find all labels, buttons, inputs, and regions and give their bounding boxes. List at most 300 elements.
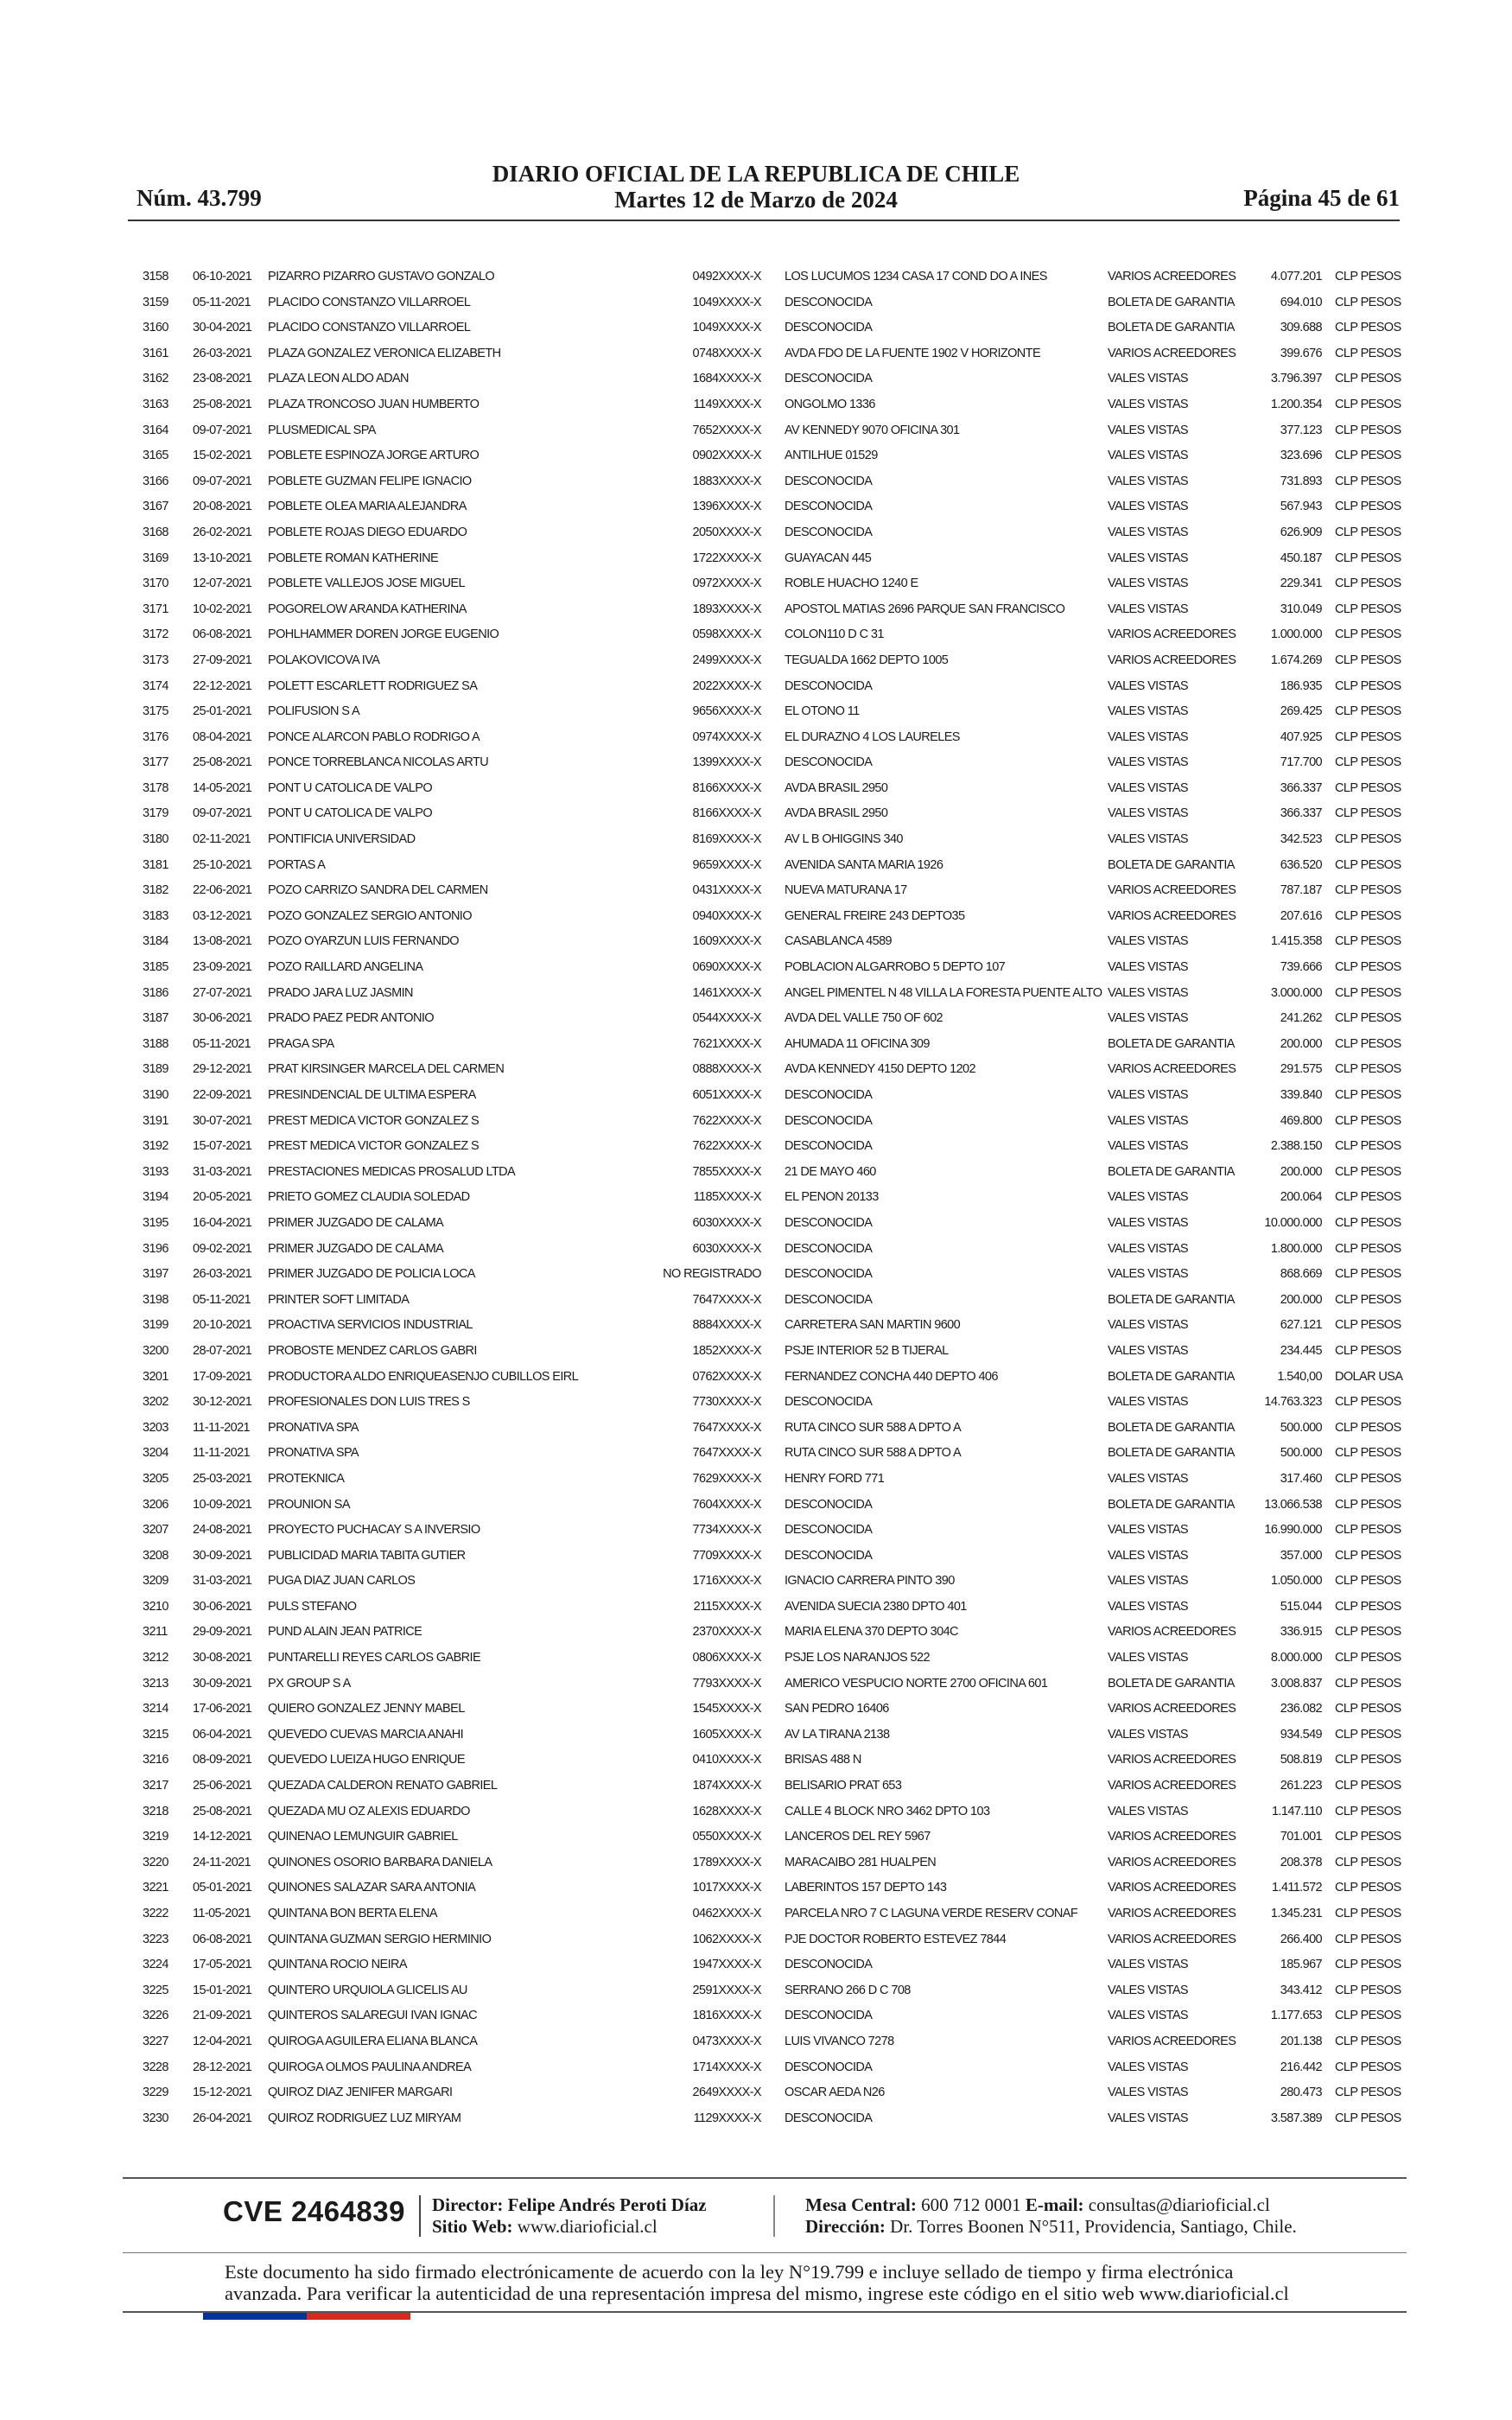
record-amount: 1.050.000	[1270, 1574, 1322, 1589]
record-date: 20-05-2021	[193, 1190, 252, 1205]
record-rut: 7622XXXX-X	[692, 1139, 761, 1154]
table-row	[0, 955, 1512, 981]
record-type: VALES VISTAS	[1108, 1958, 1188, 1972]
record-date: 26-03-2021	[193, 346, 252, 360]
record-rut: 0462XXXX-X	[692, 1907, 761, 1920]
record-address: DESCONOCIDA	[785, 525, 873, 539]
record-address: POBLACION ALGARROBO 5 DEPTO 107	[785, 960, 1006, 975]
record-name: POBLETE OLEA MARIA ALEJANDRA	[268, 500, 467, 514]
table-row	[0, 1083, 1512, 1109]
table-row	[0, 1825, 1512, 1850]
record-date: 22-06-2021	[193, 883, 252, 898]
record-number: 3175	[143, 704, 168, 719]
record-currency: CLP PESOS	[1335, 270, 1401, 283]
table-row	[0, 443, 1512, 469]
record-date: 30-04-2021	[193, 321, 252, 335]
record-name: PONT U CATOLICA DE VALPO	[268, 780, 433, 795]
record-currency: CLP PESOS	[1335, 321, 1401, 335]
record-currency: CLP PESOS	[1335, 423, 1401, 437]
contact-line	[805, 2194, 1297, 2216]
record-currency: CLP PESOS	[1335, 806, 1401, 821]
record-rut: 1628XXXX-X	[692, 1804, 761, 1818]
table-row	[0, 2029, 1512, 2055]
record-date: 31-03-2021	[193, 1574, 252, 1589]
record-rut: 7622XXXX-X	[692, 1113, 761, 1128]
record-name: PLAZA GONZALEZ VERONICA ELIZABETH	[268, 346, 501, 360]
record-currency: CLP PESOS	[1335, 1548, 1401, 1563]
record-type: BOLETA DE GARANTIA	[1108, 1369, 1235, 1384]
table-row	[0, 1595, 1512, 1621]
record-currency: CLP PESOS	[1335, 627, 1401, 642]
record-amount: 357.000	[1280, 1548, 1322, 1563]
email-link[interactable]: consultas@diarioficial.cl	[1088, 2194, 1270, 2215]
record-currency: CLP PESOS	[1335, 2034, 1401, 2048]
record-address: AVENIDA SANTA MARIA 1926	[785, 857, 943, 872]
record-currency: CLP PESOS	[1335, 602, 1401, 616]
record-address: AVDA BRASIL 2950	[785, 806, 888, 821]
record-currency: CLP PESOS	[1335, 1599, 1401, 1614]
record-rut: 2591XXXX-X	[692, 1983, 761, 1997]
record-number: 3176	[143, 729, 168, 744]
record-number: 3199	[143, 1318, 168, 1333]
record-number: 3177	[143, 755, 168, 770]
record-type: VALES VISTAS	[1108, 2111, 1188, 2125]
record-date: 12-04-2021	[193, 2034, 252, 2048]
record-name: QUINTEROS SALAREGUI IVAN IGNAC	[268, 2009, 477, 2023]
record-address: AVDA DEL VALLE 750 OF 602	[785, 1011, 943, 1026]
record-type: VARIOS ACREEDORES	[1108, 1625, 1236, 1640]
email-label: E-mail:	[1025, 2194, 1084, 2215]
record-currency: CLP PESOS	[1335, 1215, 1401, 1230]
table-row	[0, 1032, 1512, 1058]
record-type: VALES VISTAS	[1108, 1651, 1188, 1665]
record-currency: CLP PESOS	[1335, 1523, 1401, 1538]
record-currency: CLP PESOS	[1335, 1907, 1401, 1920]
record-number: 3207	[143, 1523, 168, 1538]
record-date: 17-06-2021	[193, 1702, 252, 1716]
record-number: 3208	[143, 1548, 168, 1563]
table-row	[0, 750, 1512, 776]
record-address: AMERICO VESPUCIO NORTE 2700 OFICINA 601	[785, 1676, 1048, 1691]
table-row	[0, 1185, 1512, 1211]
website-link[interactable]: www.diarioficial.cl	[517, 2216, 658, 2237]
record-date: 05-01-2021	[193, 1881, 252, 1895]
record-type: VARIOS ACREEDORES	[1108, 1881, 1236, 1895]
record-address: DESCONOCIDA	[785, 1292, 873, 1307]
record-number: 3201	[143, 1369, 168, 1384]
record-number: 3224	[143, 1958, 168, 1972]
record-address: DESCONOCIDA	[785, 1395, 873, 1410]
record-amount: 717.700	[1280, 755, 1322, 770]
record-number: 3214	[143, 1702, 168, 1716]
records-table	[0, 264, 1512, 2131]
record-currency: CLP PESOS	[1335, 295, 1401, 309]
record-rut: 1716XXXX-X	[692, 1574, 761, 1589]
record-rut: 1062XXXX-X	[692, 1932, 761, 1946]
record-rut: 7709XXXX-X	[692, 1548, 761, 1563]
record-number: 3216	[143, 1753, 168, 1767]
record-address: TEGUALDA 1662 DEPTO 1005	[785, 653, 949, 667]
record-rut: 7855XXXX-X	[692, 1164, 761, 1179]
record-date: 06-08-2021	[193, 627, 252, 642]
record-amount: 241.262	[1280, 1011, 1322, 1026]
record-number: 3193	[143, 1164, 168, 1179]
record-type: BOLETA DE GARANTIA	[1108, 1446, 1235, 1461]
record-number: 3215	[143, 1727, 168, 1742]
record-name: PREST MEDICA VICTOR GONZALEZ S	[268, 1139, 480, 1154]
record-name: PONCE TORREBLANCA NICOLAS ARTU	[268, 755, 489, 770]
table-row	[0, 1952, 1512, 1978]
record-date: 26-04-2021	[193, 2111, 252, 2125]
record-currency: CLP PESOS	[1335, 1139, 1401, 1154]
record-type: VARIOS ACREEDORES	[1108, 653, 1236, 667]
publication-date: Martes 12 de Marzo de 2024	[614, 187, 898, 213]
footer-separator	[419, 2195, 421, 2237]
table-row	[0, 392, 1512, 418]
record-date: 24-08-2021	[193, 1523, 252, 1538]
table-row	[0, 1467, 1512, 1493]
record-rut: 1714XXXX-X	[692, 2060, 761, 2074]
record-currency: CLP PESOS	[1335, 2009, 1401, 2023]
record-rut: 1049XXXX-X	[692, 321, 761, 335]
record-date: 10-09-2021	[193, 1497, 252, 1512]
record-amount: 208.378	[1280, 1855, 1322, 1869]
record-rut: 7647XXXX-X	[692, 1420, 761, 1435]
record-address: ANTILHUE 01529	[785, 449, 878, 463]
table-row	[0, 1313, 1512, 1339]
record-name: POGORELOW ARANDA KATHERINA	[268, 602, 467, 616]
record-rut: 0431XXXX-X	[692, 883, 761, 898]
record-type: VARIOS ACREEDORES	[1108, 1830, 1236, 1844]
record-number: 3209	[143, 1574, 168, 1589]
record-type: VALES VISTAS	[1108, 449, 1188, 463]
record-amount: 2.388.150	[1270, 1139, 1322, 1154]
record-currency: CLP PESOS	[1335, 1855, 1401, 1869]
record-number: 3204	[143, 1446, 168, 1461]
record-amount: 500.000	[1280, 1420, 1322, 1435]
record-currency: CLP PESOS	[1335, 1420, 1401, 1435]
record-address: DESCONOCIDA	[785, 1088, 873, 1102]
record-date: 23-09-2021	[193, 960, 252, 975]
record-type: VALES VISTAS	[1108, 985, 1188, 1000]
record-type: VARIOS ACREEDORES	[1108, 2034, 1236, 2048]
record-amount: 309.688	[1280, 321, 1322, 335]
record-name: PLACIDO CONSTANZO VILLARROEL	[268, 321, 471, 335]
table-row	[0, 1799, 1512, 1825]
record-name: PONT U CATOLICA DE VALPO	[268, 806, 433, 821]
record-name: PRIETO GOMEZ CLAUDIA SOLEDAD	[268, 1190, 470, 1205]
record-number: 3197	[143, 1267, 168, 1282]
record-name: QUIROZ RODRIGUEZ LUZ MIRYAM	[268, 2111, 461, 2125]
record-address: SERRANO 266 D C 708	[785, 1983, 911, 1997]
record-type: VALES VISTAS	[1108, 729, 1188, 744]
record-type: VALES VISTAS	[1108, 1241, 1188, 1256]
record-amount: 339.840	[1280, 1088, 1322, 1102]
record-currency: CLP PESOS	[1335, 1164, 1401, 1179]
record-number: 3200	[143, 1343, 168, 1358]
record-address: DESCONOCIDA	[785, 372, 873, 386]
record-date: 25-08-2021	[193, 397, 252, 411]
record-date: 31-03-2021	[193, 1164, 252, 1179]
record-type: VALES VISTAS	[1108, 960, 1188, 975]
footer-separator	[773, 2195, 775, 2237]
record-number: 3202	[143, 1395, 168, 1410]
record-number: 3206	[143, 1497, 168, 1512]
record-number: 3219	[143, 1830, 168, 1844]
flag-stripe	[203, 2313, 410, 2320]
publication-title: DIARIO OFICIAL DE LA REPUBLICA DE CHILE	[492, 161, 1020, 187]
record-number: 3210	[143, 1599, 168, 1614]
table-row	[0, 2106, 1512, 2132]
record-name: PRAGA SPA	[268, 1036, 334, 1051]
record-rut: 1874XXXX-X	[692, 1779, 761, 1793]
table-row	[0, 1057, 1512, 1083]
website-label: Sitio Web:	[432, 2216, 513, 2237]
record-name: POHLHAMMER DOREN JORGE EUGENIO	[268, 627, 499, 642]
record-rut: 7621XXXX-X	[692, 1036, 761, 1051]
record-type: VALES VISTAS	[1108, 1471, 1188, 1486]
record-currency: CLP PESOS	[1335, 525, 1401, 539]
table-row	[0, 315, 1512, 341]
record-type: VARIOS ACREEDORES	[1108, 908, 1236, 923]
table-row	[0, 2003, 1512, 2029]
table-row	[0, 776, 1512, 802]
record-date: 25-06-2021	[193, 1779, 252, 1793]
record-rut: 9656XXXX-X	[692, 704, 761, 719]
record-number: 3186	[143, 985, 168, 1000]
record-number: 3196	[143, 1241, 168, 1256]
record-rut: 8884XXXX-X	[692, 1318, 761, 1333]
record-amount: 200.064	[1280, 1190, 1322, 1205]
record-date: 27-09-2021	[193, 653, 252, 667]
record-currency: CLP PESOS	[1335, 1753, 1401, 1767]
record-address: FERNANDEZ CONCHA 440 DEPTO 406	[785, 1369, 998, 1384]
table-row	[0, 1748, 1512, 1774]
record-name: QUINONES SALAZAR SARA ANTONIA	[268, 1881, 476, 1895]
contact-block	[805, 2194, 1297, 2238]
record-amount: 399.676	[1280, 346, 1322, 360]
record-rut: 0690XXXX-X	[692, 960, 761, 975]
record-currency: CLP PESOS	[1335, 1088, 1401, 1102]
record-amount: 234.445	[1280, 1343, 1322, 1358]
record-type: VALES VISTAS	[1108, 1088, 1188, 1102]
table-row	[0, 1697, 1512, 1723]
record-date: 26-02-2021	[193, 525, 252, 539]
table-row	[0, 1620, 1512, 1646]
record-address: DESCONOCIDA	[785, 678, 873, 693]
record-date: 09-07-2021	[193, 806, 252, 821]
record-rut: 6051XXXX-X	[692, 1088, 761, 1102]
record-name: PROBOSTE MENDEZ CARLOS GABRI	[268, 1343, 477, 1358]
record-type: VALES VISTAS	[1108, 678, 1188, 693]
record-rut: 1684XXXX-X	[692, 372, 761, 386]
record-number: 3205	[143, 1471, 168, 1486]
record-type: VALES VISTAS	[1108, 1599, 1188, 1614]
record-rut: 0974XXXX-X	[692, 729, 761, 744]
record-date: 30-06-2021	[193, 1011, 252, 1026]
record-address: ONGOLMO 1336	[785, 397, 875, 411]
record-amount: 366.337	[1280, 780, 1322, 795]
record-type: VALES VISTAS	[1108, 372, 1188, 386]
table-row	[0, 1211, 1512, 1237]
table-row	[0, 1978, 1512, 2004]
record-rut: 2050XXXX-X	[692, 525, 761, 539]
record-amount: 343.412	[1280, 1983, 1322, 1997]
record-amount: 236.082	[1280, 1702, 1322, 1716]
record-number: 3188	[143, 1036, 168, 1051]
record-currency: CLP PESOS	[1335, 1676, 1401, 1691]
record-rut: 1185XXXX-X	[693, 1190, 761, 1205]
record-type: VALES VISTAS	[1108, 1113, 1188, 1128]
record-amount: 731.893	[1280, 474, 1322, 488]
record-currency: DOLAR USA	[1335, 1369, 1403, 1384]
record-type: VALES VISTAS	[1108, 602, 1188, 616]
record-name: POBLETE GUZMAN FELIPE IGNACIO	[268, 474, 472, 488]
record-rut: 1883XXXX-X	[692, 474, 761, 488]
record-date: 21-09-2021	[193, 2009, 252, 2023]
record-amount: 934.549	[1280, 1727, 1322, 1742]
table-row	[0, 827, 1512, 853]
table-row	[0, 622, 1512, 648]
record-amount: 3.000.000	[1270, 985, 1322, 1000]
record-type: VALES VISTAS	[1108, 1395, 1188, 1410]
record-number: 3179	[143, 806, 168, 821]
record-address: DESCONOCIDA	[785, 2111, 873, 2125]
record-type: VALES VISTAS	[1108, 423, 1188, 437]
record-number: 3222	[143, 1907, 168, 1920]
record-amount: 261.223	[1280, 1779, 1322, 1793]
record-address: OSCAR AEDA N26	[785, 2086, 885, 2100]
record-date: 13-08-2021	[193, 934, 252, 949]
record-number: 3217	[143, 1779, 168, 1793]
table-row	[0, 1006, 1512, 1032]
record-name: PRIMER JUZGADO DE CALAMA	[268, 1215, 444, 1230]
record-amount: 636.520	[1280, 857, 1322, 872]
record-type: VALES VISTAS	[1108, 397, 1188, 411]
record-date: 16-04-2021	[193, 1215, 252, 1230]
table-row	[0, 1365, 1512, 1391]
table-row	[0, 699, 1512, 725]
record-name: PRADO PAEZ PEDR ANTONIO	[268, 1011, 434, 1026]
record-amount: 1.415.358	[1270, 934, 1322, 949]
record-type: VALES VISTAS	[1108, 704, 1188, 719]
table-row	[0, 674, 1512, 700]
record-amount: 13.066.538	[1264, 1497, 1322, 1512]
record-address: IGNACIO CARRERA PINTO 390	[785, 1574, 955, 1589]
table-row	[0, 1927, 1512, 1953]
record-amount: 342.523	[1280, 832, 1322, 847]
record-date: 30-07-2021	[193, 1113, 252, 1128]
record-rut: 2022XXXX-X	[692, 678, 761, 693]
record-amount: 291.575	[1280, 1062, 1322, 1077]
record-rut: 1149XXXX-X	[693, 397, 761, 411]
website-line	[432, 2216, 707, 2238]
record-number: 3172	[143, 627, 168, 642]
record-date: 10-02-2021	[193, 602, 252, 616]
record-rut: 8166XXXX-X	[692, 806, 761, 821]
record-address: CALLE 4 BLOCK NRO 3462 DPTO 103	[785, 1804, 990, 1818]
record-date: 15-01-2021	[193, 1983, 252, 1997]
record-address: CASABLANCA 4589	[785, 934, 892, 949]
record-currency: CLP PESOS	[1335, 755, 1401, 770]
record-amount: 1.540,00	[1277, 1369, 1322, 1384]
table-row	[0, 597, 1512, 623]
record-currency: CLP PESOS	[1335, 500, 1401, 514]
record-number: 3166	[143, 474, 168, 488]
record-address: DESCONOCIDA	[785, 1958, 873, 1972]
table-row	[0, 853, 1512, 879]
record-amount: 207.616	[1280, 908, 1322, 923]
record-amount: 626.909	[1280, 525, 1322, 539]
record-date: 09-02-2021	[193, 1241, 252, 1256]
record-name: PRIMER JUZGADO DE CALAMA	[268, 1241, 444, 1256]
record-amount: 3.008.837	[1270, 1676, 1322, 1691]
record-rut: 7647XXXX-X	[692, 1292, 761, 1307]
record-name: POBLETE VALLEJOS JOSE MIGUEL	[268, 576, 465, 591]
record-number: 3230	[143, 2111, 168, 2125]
record-rut: 0544XXXX-X	[692, 1011, 761, 1026]
record-rut: 1396XXXX-X	[692, 500, 761, 514]
record-address: DESCONOCIDA	[785, 1267, 873, 1282]
record-name: PLUSMEDICAL SPA	[268, 423, 376, 437]
record-date: 30-12-2021	[193, 1395, 252, 1410]
record-name: PROYECTO PUCHACAY S A INVERSIO	[268, 1523, 480, 1538]
table-row	[0, 366, 1512, 392]
record-type: VALES VISTAS	[1108, 500, 1188, 514]
record-rut: 1605XXXX-X	[692, 1727, 761, 1742]
record-address: AV L B OHIGGINS 340	[785, 832, 903, 847]
record-currency: CLP PESOS	[1335, 1011, 1401, 1026]
record-rut: 7734XXXX-X	[692, 1523, 761, 1538]
flag-stripe-red	[307, 2313, 410, 2320]
record-address: LOS LUCUMOS 1234 CASA 17 COND DO A INES	[785, 270, 1047, 283]
record-number: 3194	[143, 1190, 168, 1205]
record-rut: 7730XXXX-X	[692, 1395, 761, 1410]
record-currency: CLP PESOS	[1335, 2086, 1401, 2100]
record-currency: CLP PESOS	[1335, 883, 1401, 898]
record-number: 3182	[143, 883, 168, 898]
record-date: 25-08-2021	[193, 1804, 252, 1818]
record-currency: CLP PESOS	[1335, 832, 1401, 847]
record-address: AVDA BRASIL 2950	[785, 780, 888, 795]
table-row	[0, 469, 1512, 495]
record-date: 06-10-2021	[193, 270, 252, 283]
table-row	[0, 546, 1512, 572]
record-currency: CLP PESOS	[1335, 346, 1401, 360]
record-currency: CLP PESOS	[1335, 960, 1401, 975]
record-currency: CLP PESOS	[1335, 2060, 1401, 2074]
record-date: 25-08-2021	[193, 755, 252, 770]
record-date: 28-12-2021	[193, 2060, 252, 2074]
record-currency: CLP PESOS	[1335, 1932, 1401, 1946]
record-type: VALES VISTAS	[1108, 806, 1188, 821]
record-date: 13-10-2021	[193, 551, 252, 565]
record-amount: 323.696	[1280, 449, 1322, 463]
record-address: DESCONOCIDA	[785, 755, 873, 770]
record-address: BELISARIO PRAT 653	[785, 1779, 902, 1793]
record-type: VARIOS ACREEDORES	[1108, 1779, 1236, 1793]
record-type: VARIOS ACREEDORES	[1108, 1932, 1236, 1946]
table-row	[0, 1109, 1512, 1135]
record-type: BOLETA DE GARANTIA	[1108, 1420, 1235, 1435]
record-amount: 868.669	[1280, 1267, 1322, 1282]
record-name: PLAZA LEON ALDO ADAN	[268, 372, 409, 386]
record-amount: 200.000	[1280, 1292, 1322, 1307]
record-name: PRESINDENCIAL DE ULTIMA ESPERA	[268, 1088, 476, 1102]
record-rut: 1816XXXX-X	[692, 2009, 761, 2023]
table-row	[0, 264, 1512, 290]
record-date: 28-07-2021	[193, 1343, 252, 1358]
